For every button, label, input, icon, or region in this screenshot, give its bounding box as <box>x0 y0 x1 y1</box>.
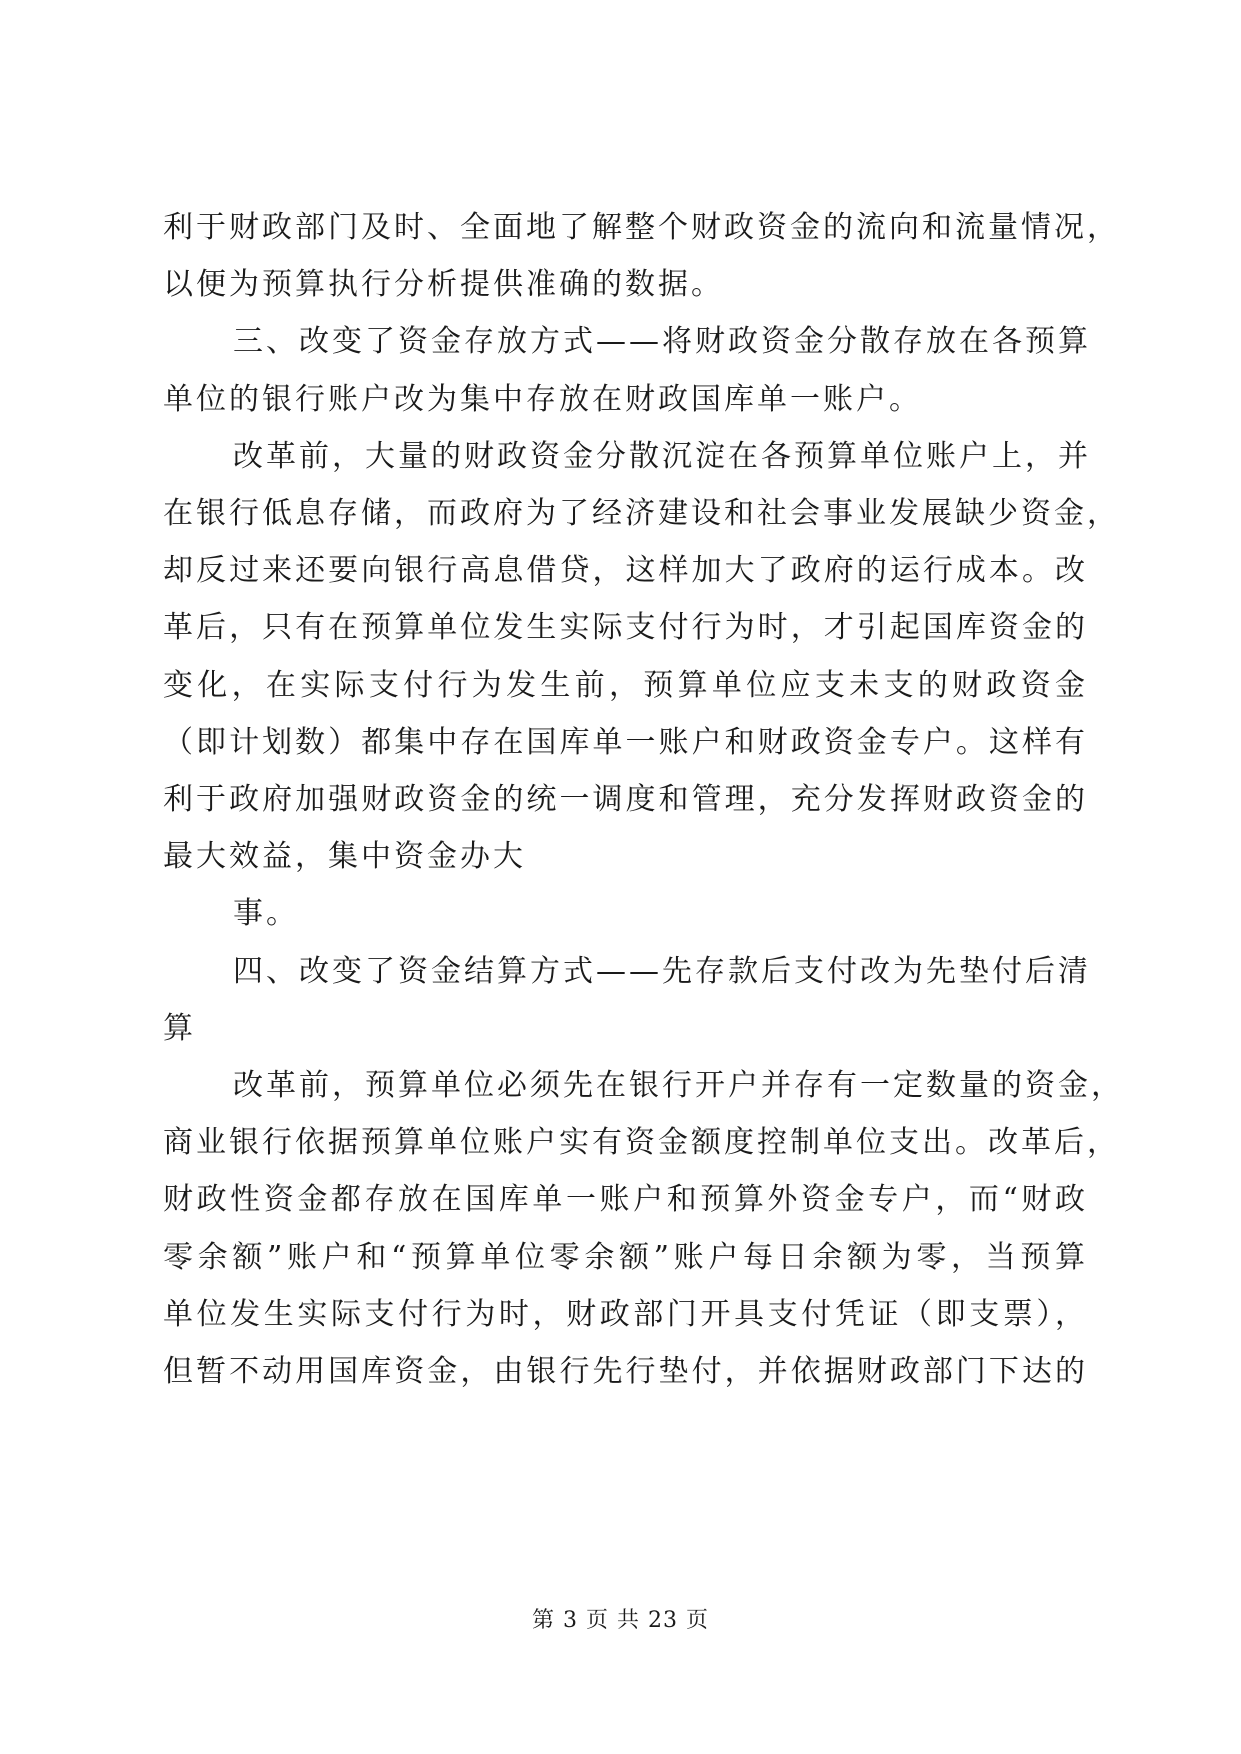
text-line: 零余额”账户和“预算单位零余额”账户每日余额为零，当预算 <box>163 1239 1088 1275</box>
text-line: 以便为预算执行分析提供准确的数据。 <box>163 267 724 303</box>
text-line: 利于财政部门及时、全面地了解整个财政资金的流向和流量情况， <box>163 210 1120 245</box>
text-line: 却反过来还要向银行高息借贷，这样加大了政府的运行成本。改 <box>163 553 1088 589</box>
text-line: 利于政府加强财政资金的统一调度和管理，充分发挥财政资金的 <box>163 782 1088 817</box>
text-line: 改革前，预算单位必须先在银行开户并存有一定数量的资金， <box>233 1068 1124 1103</box>
text-line: 在银行低息存储，而政府为了经济建设和社会事业发展缺少资金， <box>163 496 1120 531</box>
text-line: 商业银行依据预算单位账户实有资金额度控制单位支出。改革后， <box>163 1125 1120 1161</box>
text-line: 变化，在实际支付行为发生前，预算单位应支未支的财政资金 <box>163 667 1088 703</box>
text-line: 革后，只有在预算单位发生实际支付行为时，才引起国库资金的 <box>163 610 1088 646</box>
text-line: 但暂不动用国库资金，由银行先行垫付，并依据财政部门下达的 <box>163 1354 1088 1389</box>
page-footer: 第 3 页 共 23 页 <box>532 1608 709 1633</box>
text-line: 算 <box>163 1010 196 1046</box>
text-line: 最大效益，集中资金办大 <box>163 839 526 875</box>
text-line: 三、改变了资金存放方式——将财政资金分散存放在各预算 <box>233 324 1091 360</box>
text-line: 改革前，大量的财政资金分散沉淀在各预算单位账户上，并 <box>233 438 1091 474</box>
text-line: 单位的银行账户改为集中存放在财政国库单一账户。 <box>163 381 922 417</box>
text-line: 单位发生实际支付行为时，财政部门开具支付凭证（即支票）， <box>163 1296 1088 1332</box>
text-line: 四、改变了资金结算方式——先存款后支付改为先垫付后清 <box>233 953 1091 989</box>
text-line: 事。 <box>233 896 299 932</box>
text-line: （即计划数）都集中存在国库单一账户和财政资金专户。这样有 <box>163 724 1088 760</box>
text-line: 财政性资金都存放在国库单一账户和预算外资金专户，而“财政 <box>163 1182 1088 1218</box>
